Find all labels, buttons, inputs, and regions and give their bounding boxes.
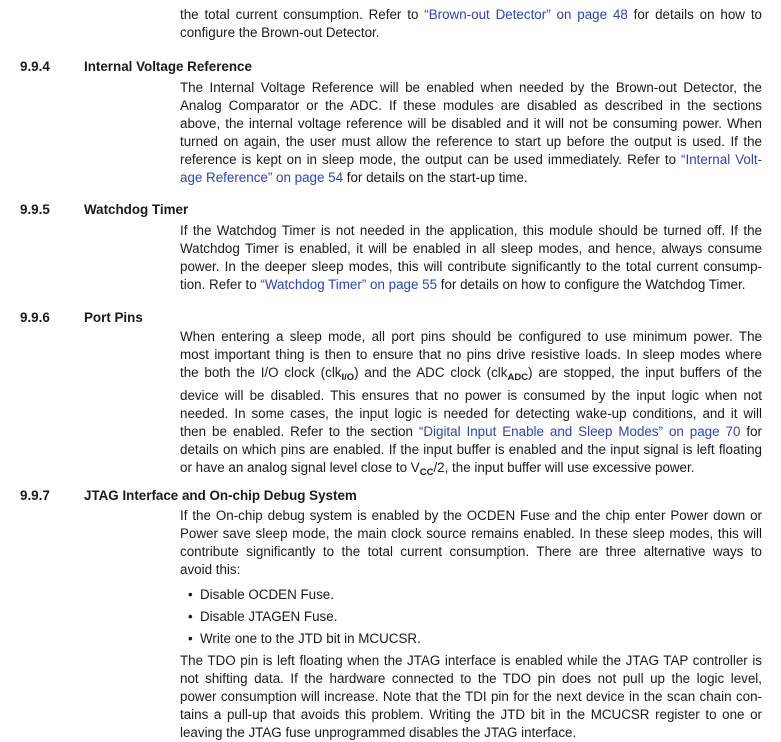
section-title: Watchdog Timer	[84, 202, 189, 217]
internal-voltage-reference-link[interactable]: “Internal Volt-	[681, 152, 762, 167]
bullet-icon: •	[188, 609, 193, 624]
paragraph-line: details on which pins are enabled. If the input buffer is enabled and the input signal is left floating	[180, 442, 762, 457]
paragraph-line: then be enabled. Refer to the section “Digital Input Enable and Sleep Modes” on page 70 for	[180, 424, 762, 439]
section-number: 9.9.5	[20, 202, 50, 217]
section-number: 9.9.7	[20, 488, 50, 503]
paragraph-line: turned on again, the user must allow the reference to start up before the output is used. If the	[180, 134, 762, 149]
paragraph-line: The TDO pin is left floating when the JTAG interface is enabled while the JTAG TAP controller is	[180, 653, 762, 668]
paragraph-line: Power save sleep mode, the main clock source remains enabled. In these sleep modes, this will	[180, 526, 762, 541]
internal-voltage-reference-link[interactable]: age Reference” on page 54	[180, 170, 344, 185]
intro-paragraph	[180, 6, 762, 42]
jtag-paragraph-2	[180, 652, 762, 742]
paragraph-line: tains a pull-up that avoids this problem. Writing the JTD bit in the MCUCSR register to one or	[180, 707, 762, 722]
jtag-bullet-list	[188, 586, 421, 652]
list-item: • Disable JTAGEN Fuse.	[188, 609, 338, 624]
section-title: JTAG Interface and On-chip Debug System	[84, 488, 357, 503]
paragraph-line: If the Watchdog Timer is not needed in the application, this module should be turned off. If the	[180, 223, 762, 238]
section-heading-9-9-5	[20, 201, 188, 219]
paragraph-line: Analog Comparator or the ADC. If these modules are disabled as described in the sections	[180, 98, 762, 113]
section-heading-9-9-7	[20, 487, 357, 505]
paragraph-line: When entering a sleep mode, all port pins should be configured to use minimum power. The	[180, 329, 762, 344]
digital-input-enable-link[interactable]: “Digital Input Enable and Sleep Modes” on page 70	[418, 424, 741, 439]
paragraph-line: the both the I/O clock (clk$_{I/O}$) and the ADC clock (clk$_{ADC}$) are stopped, the input buffers of the	[180, 365, 762, 383]
watchdog-timer-paragraph	[180, 222, 762, 294]
section-title: Internal Voltage Reference	[84, 59, 252, 74]
paragraph-line: not shifting data. If the hardware connected to the TDO pin does not pull up the logic level,	[180, 671, 762, 686]
paragraph-line: power consumption will increase. Note that the TDI pin for the next device in the scan chain con-	[180, 689, 762, 704]
paragraph-line: leaving the JTAG fuse unprogrammed disables the JTAG interface.	[180, 725, 577, 740]
watchdog-timer-link[interactable]: “Watchdog Timer” on page 55	[260, 277, 438, 292]
intro-line: the total current consumption. Refer to “Brown-out Detector” on page 48 for details on how to	[180, 7, 762, 22]
paragraph-line: tion. Refer to “Watchdog Timer” on page 55 for details on how to configure the Watchdog Timer.	[180, 277, 746, 292]
paragraph-line: power. In the deeper sleep modes, this will contribute significantly to the total current consump-	[180, 259, 762, 274]
paragraph-line: above, the internal voltage reference will be disabled and it will not be consuming power. When	[180, 116, 762, 131]
internal-voltage-reference-paragraph	[180, 79, 762, 187]
bullet-icon: •	[188, 631, 193, 646]
port-pins-paragraph	[180, 328, 762, 482]
bullet-icon: •	[188, 587, 193, 602]
jtag-paragraph-1	[180, 507, 762, 579]
paragraph-line: The Internal Voltage Reference will be enabled when needed by the Brown-out Detector, the	[180, 80, 762, 95]
paragraph-line: device will be disabled. This ensures that no power is consumed by the input logic when not	[180, 388, 762, 403]
list-item: • Write one to the JTD bit in MCUCSR.	[188, 631, 421, 646]
section-number: 9.9.4	[20, 59, 50, 74]
intro-line: configure the Brown-out Detector.	[180, 25, 380, 40]
paragraph-line: needed. In some cases, the input logic is needed for detecting wake-up conditions, and it will	[180, 406, 762, 421]
paragraph-line: contribute significantly to the total current consumption. There are three alternative ways to	[180, 544, 762, 559]
paragraph-line: reference is kept on in sleep mode, the output can be used immediately. Refer to “Internal Volt-	[180, 152, 762, 167]
paragraph-line: avoid this:	[180, 562, 241, 577]
section-heading-9-9-6	[20, 309, 143, 327]
section-title: Port Pins	[84, 310, 143, 325]
list-item: • Disable OCDEN Fuse.	[188, 587, 334, 602]
paragraph-line: or have an analog signal level close to $V_{CC}/2$, the input buffer will use excessive power.	[180, 460, 695, 478]
paragraph-line: age Reference” on page 54 for details on the start-up time.	[180, 170, 528, 185]
paragraph-line: If the On-chip debug system is enabled by the OCDEN Fuse and the chip enter Power down or	[180, 508, 762, 523]
brown-out-detector-link[interactable]: “Brown-out Detector” on page 48	[424, 7, 628, 22]
paragraph-line: Watchdog Timer is enabled, it will be enabled in all sleep modes, and hence, always consume	[180, 241, 762, 256]
section-number: 9.9.6	[20, 310, 50, 325]
paragraph-line: most important thing is then to ensure that no pins drive resistive loads. In sleep modes where	[180, 347, 762, 362]
section-heading-9-9-4	[20, 58, 252, 76]
